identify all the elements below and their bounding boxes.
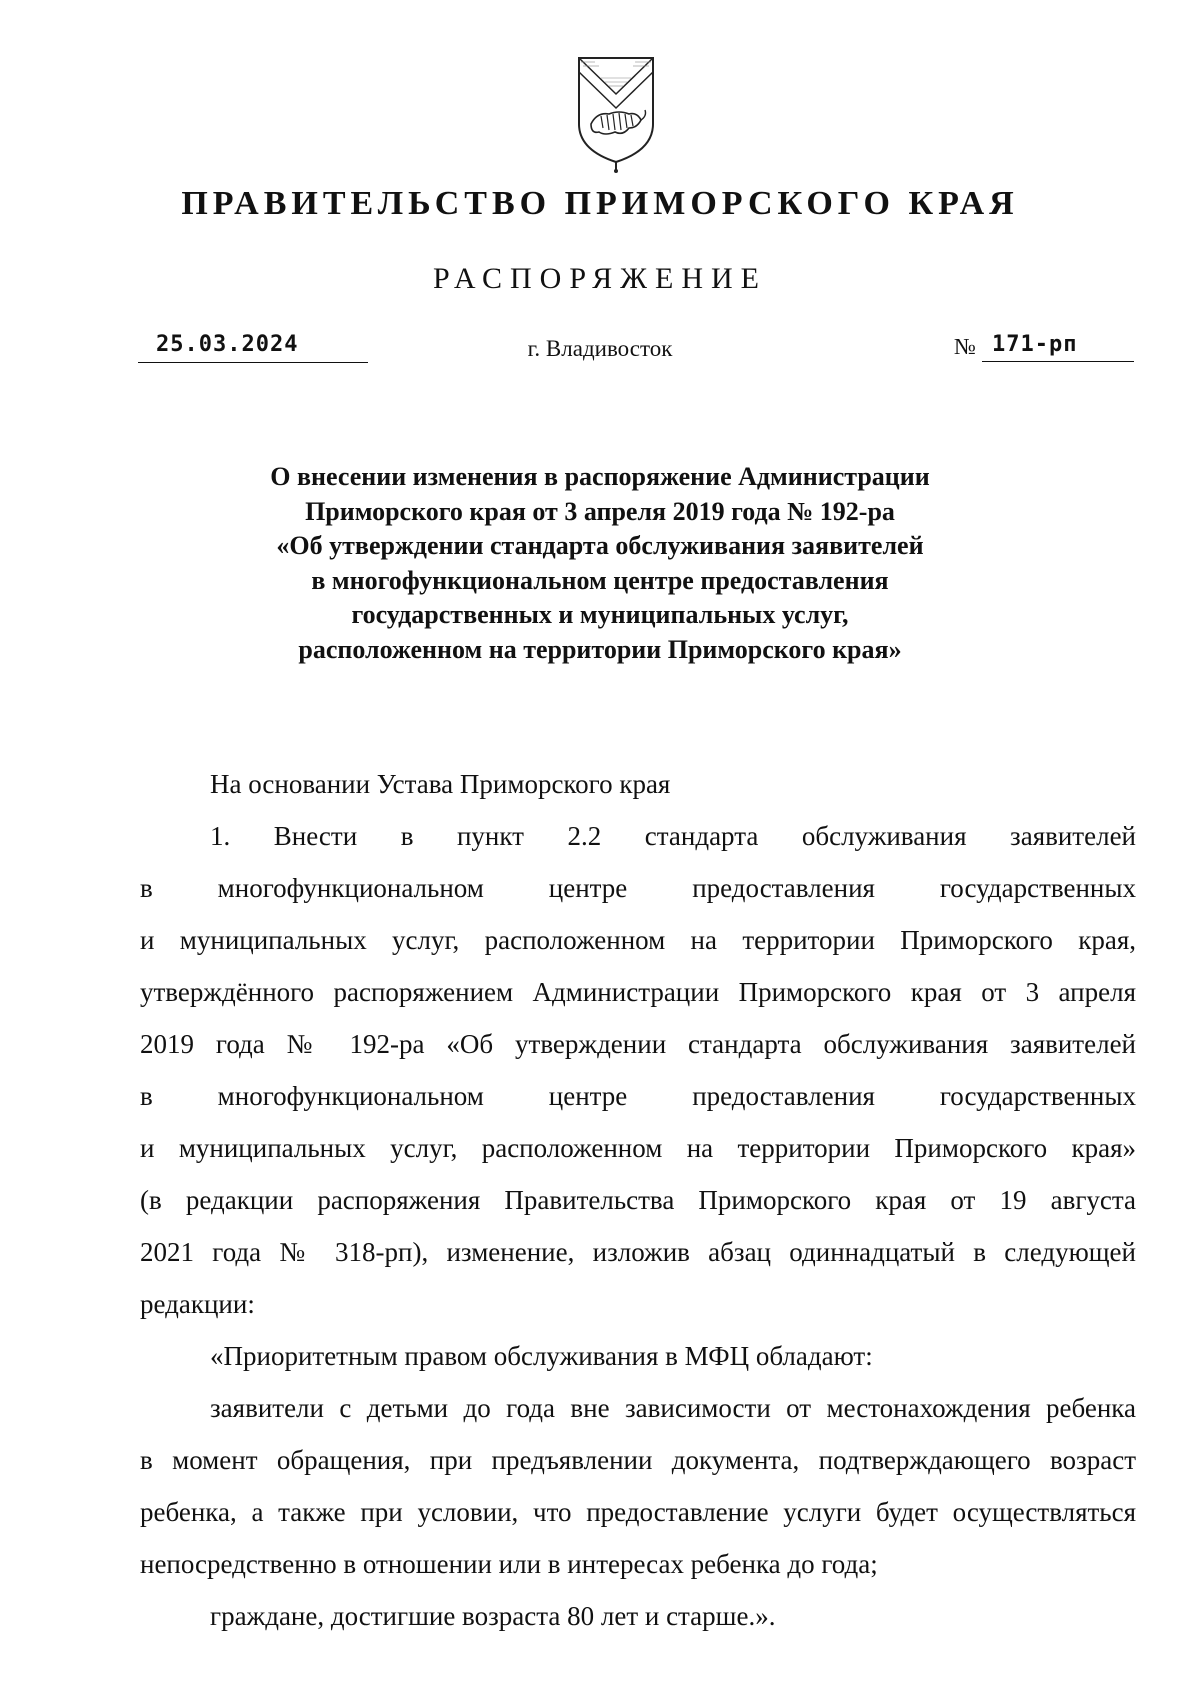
- paragraph-line: На основании Устава Приморского края: [210, 769, 671, 799]
- quote-intro-paragraph: [140, 1330, 1136, 1382]
- subject-line: государственных и муниципальных услуг,: [351, 600, 849, 629]
- subject-line: О внесении изменения в распоряжение Администрации: [270, 462, 930, 491]
- document-body: [140, 758, 1136, 1642]
- subject-line: «Об утверждении стандарта обслуживания заявителей: [276, 531, 924, 560]
- quote-item-2-paragraph: [140, 1590, 1136, 1642]
- subject-line: расположенном на территории Приморского края»: [298, 634, 902, 664]
- paragraph-line: граждане, достигшие возраста 80 лет и старше.».: [210, 1601, 776, 1631]
- paragraph-line: редакции:: [140, 1289, 255, 1319]
- number-underline: [982, 361, 1134, 362]
- coat-of-arms-emblem: [575, 54, 657, 174]
- paragraph-line: (в редакции распоряжения Правительства Приморского края от 19 августа: [140, 1185, 1136, 1215]
- basis-paragraph: [140, 758, 1136, 810]
- document-city: г. Владивосток: [527, 336, 673, 361]
- paragraph-line: и муниципальных услуг, расположенном на территории Приморского края»: [140, 1133, 1136, 1163]
- paragraph-line: в многофункциональном центре предоставления государственных: [140, 1081, 1136, 1111]
- document-subject: [180, 460, 1020, 667]
- document-number: 171-рп: [992, 332, 1078, 357]
- paragraph-line: непосредственно в отношении или в интересах ребенка до года;: [140, 1549, 878, 1579]
- number-sign: №: [954, 334, 976, 359]
- paragraph-line: ребенка, а также при условии, что предоставление услуги будет осуществляться: [140, 1497, 1136, 1527]
- document-date: 25.03.2024: [156, 332, 299, 357]
- paragraph-line: в момент обращения, при предъявлении документа, подтверждающего возраст: [140, 1445, 1136, 1475]
- paragraph-line: 2021 года № 318-рп), изменение, изложив абзац одиннадцатый в следующей: [140, 1237, 1136, 1267]
- subject-line: в многофункциональном центре предоставления: [311, 565, 889, 595]
- paragraph-line: 2019 года № 192-ра «Об утверждении стандарта обслуживания заявителей: [140, 1029, 1136, 1059]
- paragraph-line: в многофункциональном центре предоставления государственных: [140, 873, 1136, 903]
- subject-line: Приморского края от 3 апреля 2019 года № 192-ра: [305, 496, 895, 526]
- quote-item-1-paragraph: [140, 1382, 1136, 1590]
- paragraph-line: утверждённого распоряжением Администрации Приморского края от 3 апреля: [140, 977, 1136, 1007]
- paragraph-line: и муниципальных услуг, расположенном на территории Приморского края,: [140, 925, 1136, 955]
- item-1-paragraph: [140, 810, 1136, 1330]
- paragraph-line: 1. Внести в пункт 2.2 стандарта обслуживания заявителей: [210, 821, 1136, 851]
- document-type: РАСПОРЯЖЕНИЕ: [432, 262, 768, 295]
- government-title: ПРАВИТЕЛЬСТВО ПРИМОРСКОГО КРАЯ: [181, 185, 1019, 222]
- document-number-field: [948, 332, 1134, 362]
- paragraph-line: заявители с детьми до года вне зависимости от местонахождения ребенка: [210, 1393, 1136, 1423]
- paragraph-line: «Приоритетным правом обслуживания в МФЦ обладают:: [210, 1341, 873, 1371]
